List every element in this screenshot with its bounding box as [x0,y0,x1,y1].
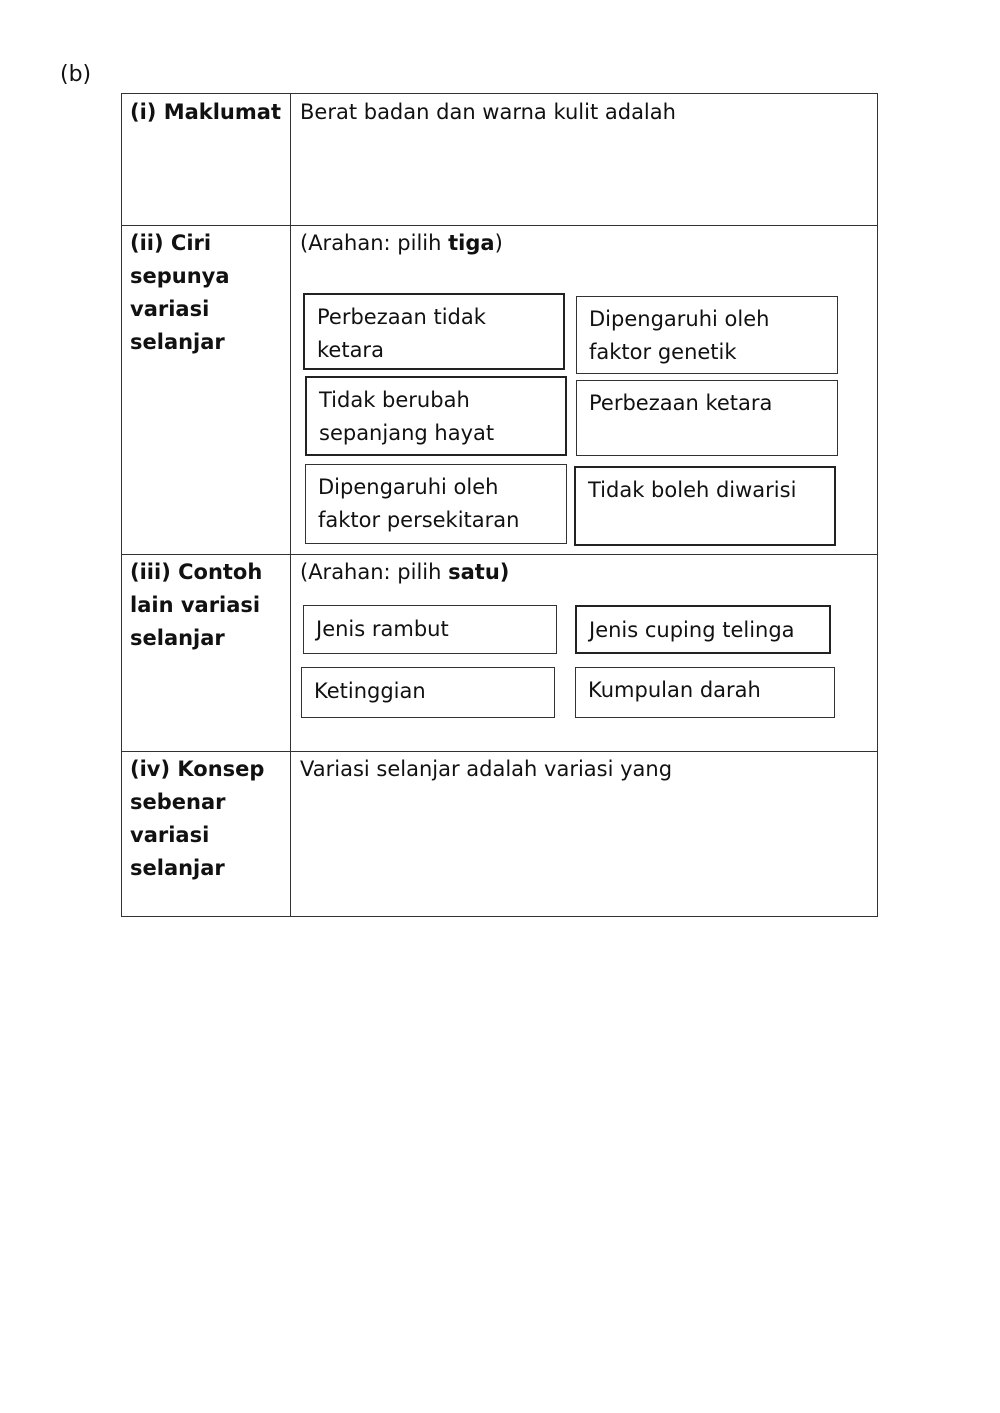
ciri-option-perbezaan-ketara[interactable]: Perbezaan ketara [576,380,838,456]
contoh-option-kumpulan-darah[interactable]: Kumpulan darah [575,667,835,718]
ciri-option-perbezaan-tidak-ketara[interactable]: Perbezaan tidak ketara [303,293,565,370]
contoh-option-ketinggian[interactable]: Ketinggian [301,667,555,718]
contoh-instruction: (Arahan: pilih satu) [300,560,510,584]
ciri-option-tidak-boleh-diwarisi[interactable]: Tidak boleh diwarisi [574,466,836,546]
row-divider [122,554,877,555]
konsep-label: (iv) Konsep sebenar variasi selanjar [130,757,265,880]
ciri-option-tidak-berubah[interactable]: Tidak berubah sepanjang hayat [305,376,567,456]
maklumat-label: (i) Maklumat [130,100,281,124]
contoh-label: (iii) Contoh lain variasi selanjar [130,560,263,650]
ciri-label: (ii) Ciri sepunya variasi selanjar [130,231,230,354]
contoh-option-jenis-rambut[interactable]: Jenis rambut [303,605,557,654]
question-label: (b) [60,62,92,87]
ciri-instruction: (Arahan: pilih tiga) [300,231,503,255]
row-divider [122,751,877,752]
konsep-text: Variasi selanjar adalah variasi yang [300,757,673,781]
maklumat-text: Berat badan dan warna kulit adalah [300,100,676,124]
ciri-option-faktor-genetik[interactable]: Dipengaruhi oleh faktor genetik [576,296,838,374]
row-divider [122,225,877,226]
contoh-option-jenis-cuping-telinga[interactable]: Jenis cuping telinga [575,605,831,654]
column-divider [290,94,291,916]
worksheet-table [121,93,878,917]
ciri-option-faktor-persekitaran[interactable]: Dipengaruhi oleh faktor persekitaran [305,464,567,544]
